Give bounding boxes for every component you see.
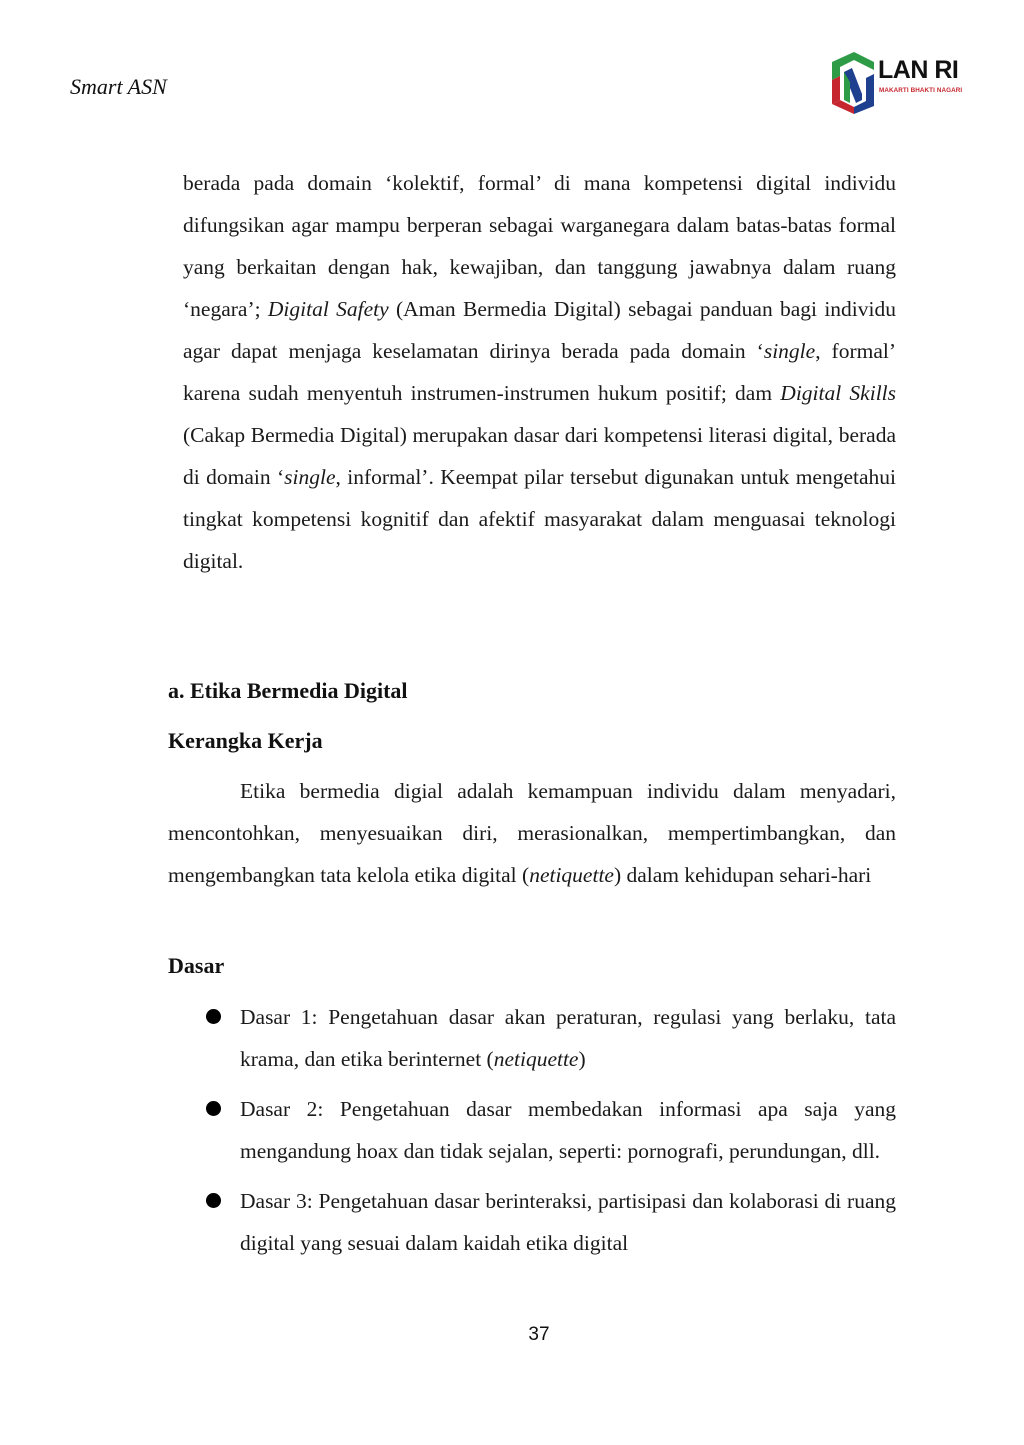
framework-heading: Kerangka Kerja (168, 728, 323, 753)
running-header-title: Smart ASN (70, 74, 167, 99)
page-number: 37 (528, 1324, 550, 1345)
list-item: Dasar 2: Pengetahuan dasar membedakan informasi apa saja yang mengandung hoax dan tidak sejalan, seperti: pornografi, perundungan, dll. (168, 1088, 896, 1172)
basis-list (168, 996, 896, 1272)
intro-paragraph: berada pada domain ‘kolektif, formal’ di mana kompetensi digital individu difungsikan agar mampu berperan sebagai warganegara dalam batas-batas formal yang berkaitan dengan hak, kewajiban, dan tanggung jawabnya dalam ruang ‘negara’; Digital Safety (Aman Bermedia Digital) sebagai panduan bagi individu agar dapat menjaga keselamatan dirinya berada pada domain ‘single, formal’ karena sudah menyentuh instrumen-instrumen hukum positif; dam Digital Skills (Cakap Bermedia Digital) merupakan dasar dari kompetensi literasi digital, berada di domain ‘single, informal’. Keempat pilar tersebut digunakan untuk mengetahui tingkat kompetensi kognitif dan afektif masyarakat dalam menguasai teknologi digital. (183, 171, 897, 573)
bullet-icon (206, 1193, 221, 1208)
basis-heading: Dasar (168, 953, 225, 978)
bullet-icon (206, 1101, 221, 1116)
logo-tagline: MAKARTI BHAKTI NAGARI (879, 87, 963, 94)
bullet-icon (206, 1009, 221, 1024)
lan-ri-emblem-icon (830, 50, 876, 114)
list-item: Dasar 1: Pengetahuan dasar akan peraturan, regulasi yang berlaku, tata krama, dan etika berinternet (netiquette) (168, 996, 896, 1080)
framework-paragraph: Etika bermedia digial adalah kemampuan individu dalam menyadari, mencontohkan, menyesuaikan diri, merasionalkan, mempertimbangkan, dan mengembangkan tata kelola etika digital (netiquette) dalam kehidupan sehari-hari (168, 779, 896, 887)
section-heading: a. Etika Bermedia Digital (168, 678, 408, 703)
list-item: Dasar 3: Pengetahuan dasar berinteraksi, partisipasi dan kolaborasi di ruang digital yang sesuai dalam kaidah etika digital (168, 1180, 896, 1264)
logo-name: LAN RI (878, 56, 959, 84)
lan-ri-logo (830, 50, 990, 114)
